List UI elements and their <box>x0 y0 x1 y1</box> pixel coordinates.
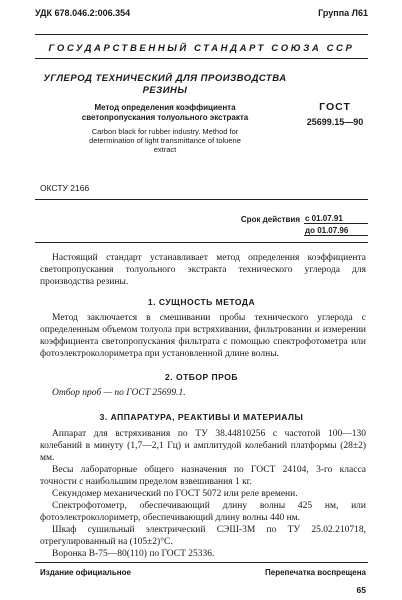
intro-paragraph: Настоящий стандарт устанавливает метод определения коэффициента светопропускания толуольного экстракта технического углерода для производства резины. <box>40 253 366 287</box>
reprint-prohibited-note: Перепечатка воспрещена <box>265 568 366 577</box>
section-item: Шкаф сушильный электрический СЭШ-3М по ТУ 25.02.210718, отрегулированный на (105±2)°С. <box>40 525 366 547</box>
udk-code: УДК 678.046.2:006.354 <box>35 8 131 18</box>
title-block <box>40 73 290 154</box>
section-item: Спектрофотометр, обеспечивающий длину волны 425 нм, или фотоэлектроколориметр, обеспечивающий длину волны 440 нм. <box>40 501 366 523</box>
section-item: Аппарат для встряхивания по ТУ 38.44810256 с частотой 100—130 колебаний в минуту (1,7—2,1 Гц) и амплитудой колебаний платформы (28±2) мм. <box>40 429 366 463</box>
title-rule <box>35 199 368 200</box>
banner-rule <box>35 58 368 59</box>
validity-row <box>228 212 368 224</box>
subtitle-line: светопропускания толуольного экстракта <box>81 113 249 122</box>
validity-rule <box>35 242 368 243</box>
english-line: determination of light transmittance of toluene <box>89 136 241 145</box>
section-heading: 1. СУЩНОСТЬ МЕТОДА <box>147 297 256 307</box>
group-code: Группа Л61 <box>318 8 368 18</box>
validity-from: с 01.07.91 <box>304 214 368 224</box>
section-item: Воронка В-75—80(110) по ГОСТ 25336. <box>52 549 215 559</box>
gost-number: 25699.15—90 <box>306 117 364 127</box>
official-edition-note: Издание официальное <box>40 568 131 577</box>
header <box>35 8 368 22</box>
section-item: Весы лабораторные общего назначения по ГОСТ 24104, 3-го класса точности с наибольшим пределом взвешивания 1 кг. <box>40 465 366 487</box>
section-heading: 2. ОТБОР ПРОБ <box>165 372 238 382</box>
footer-rule <box>35 562 368 563</box>
state-standard-banner: ГОСУДАРСТВЕННЫЙ СТАНДАРТ СОЮЗА ССР <box>48 43 355 54</box>
validity-period <box>228 212 368 236</box>
title-main-line: РЕЗИНЫ <box>142 85 188 96</box>
okstu-code: ОКСТУ 2166 <box>40 183 90 193</box>
title-main-line: УГЛЕРОД ТЕХНИЧЕСКИЙ ДЛЯ ПРОИЗВОДСТВА <box>43 73 287 84</box>
validity-to: до 01.07.96 <box>304 226 368 236</box>
gost-label: ГОСТ <box>319 101 351 113</box>
title-subtitle <box>40 103 290 123</box>
title-main <box>40 73 290 97</box>
section-item: Секундомер механический по ГОСТ 5072 или реле времени. <box>52 489 298 499</box>
section-text: Метод заключается в смешивании пробы технического углерода с определенным объемом толуола при встряхивании, фильтровании и измерении коэффициента светопропускания фильтрата с помощью спектрофотометра или фотоэлектроколориметра при установленной длине волны. <box>40 313 366 359</box>
page-number: 65 <box>356 585 366 595</box>
top-rule <box>35 34 368 35</box>
english-line: Carbon black for rubber industry. Method for <box>91 127 239 136</box>
section-text: Отбор проб — по ГОСТ 25699.1. <box>52 388 186 398</box>
validity-row <box>228 224 368 236</box>
validity-label: Срок действия <box>240 215 300 224</box>
gost-designation <box>300 101 370 127</box>
subtitle-line: Метод определения коэффициента <box>94 103 236 112</box>
title-english <box>40 127 290 154</box>
english-line: extract <box>153 145 177 154</box>
section-heading: 3. АППАРАТУРА, РЕАКТИВЫ И МАТЕРИАЛЫ <box>99 412 304 422</box>
